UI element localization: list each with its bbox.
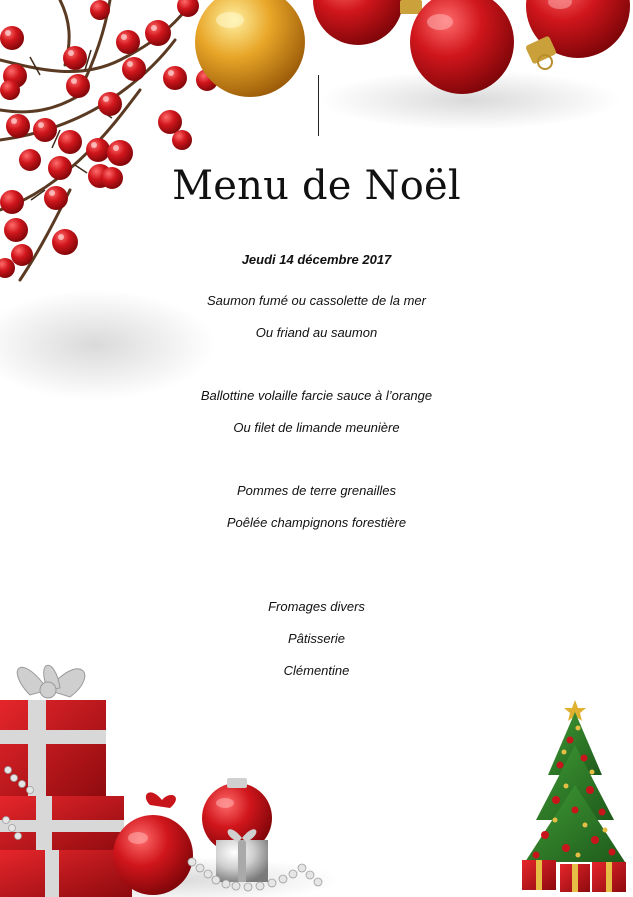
text-cursor-line bbox=[318, 75, 319, 136]
menu-item-starter-1: Saumon fumé ou cassolette de la mer bbox=[207, 293, 426, 308]
gift-boxes-and-baubles-icon bbox=[0, 665, 340, 897]
menu-item-side-1: Pommes de terre grenailles bbox=[237, 483, 396, 498]
menu-date: Jeudi 14 décembre 2017 bbox=[241, 252, 392, 267]
holly-berries-icon bbox=[0, 0, 218, 280]
menu-title: Menu de Noël bbox=[172, 163, 461, 209]
menu-item-pastry: Pâtisserie bbox=[287, 631, 346, 646]
menu-item-main-1: Ballottine volaille farcie sauce à l’orange bbox=[200, 388, 433, 403]
christmas-tree-icon bbox=[522, 700, 626, 892]
menu-item-fruit: Clémentine bbox=[283, 663, 350, 678]
menu-item-starter-2: Ou friand au saumon bbox=[255, 325, 378, 340]
menu-item-cheese: Fromages divers bbox=[268, 599, 365, 614]
menu-item-side-2: Poêlée champignons forestière bbox=[226, 515, 407, 530]
menu-item-main-2: Ou filet de limande meunière bbox=[233, 420, 400, 435]
